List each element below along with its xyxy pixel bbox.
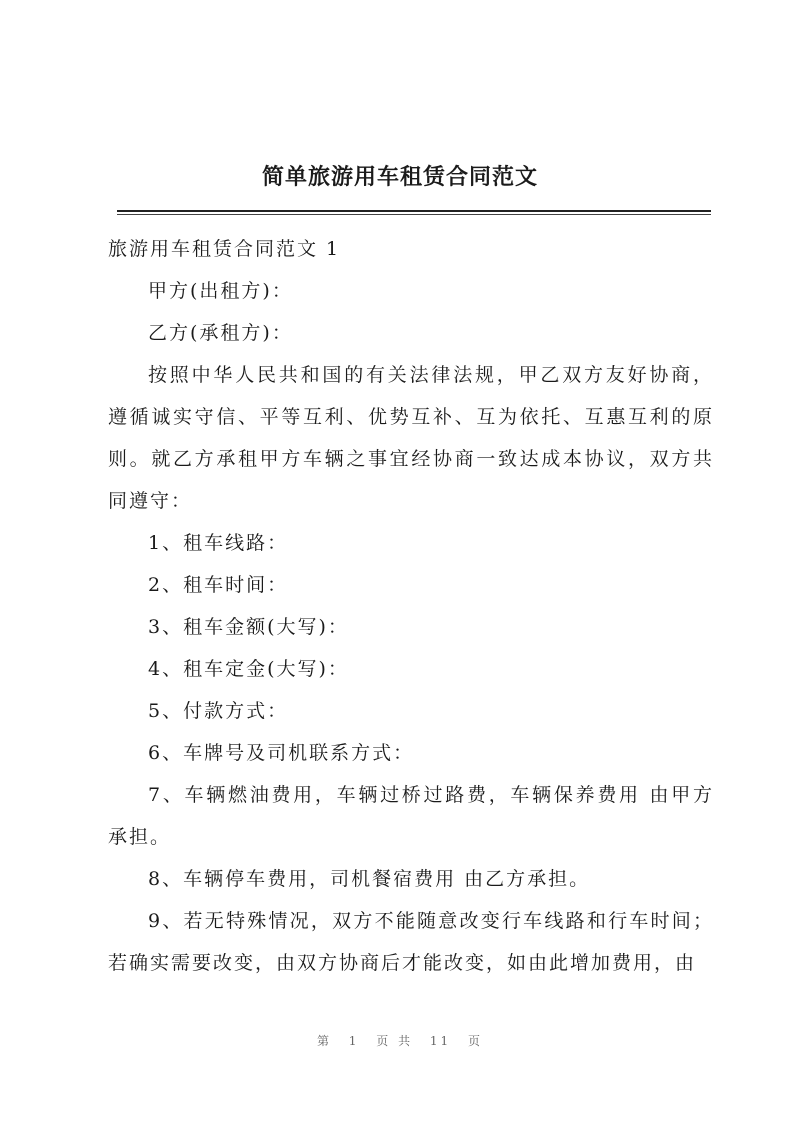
- party-b-line: 乙方(承租方)：: [148, 322, 293, 344]
- footer-middle: 页 共: [376, 1034, 414, 1048]
- preamble-paragraph: 按照中华人民共和国的有关法律法规，甲乙双方友好协商，遵循诚实守信、平等互利、优势互补、互为依托、互惠互利的原则。就乙方承租甲方车辆之事宜经协商一致达成本协议，双方共同遵守：: [108, 364, 714, 512]
- clause-1: 1、租车线路：: [148, 532, 289, 554]
- clause-3: 3、租车金额(大写)：: [148, 616, 349, 638]
- clause-7: 7、车辆燃油费用，车辆过桥过路费，车辆保养费用 由甲方承担。: [108, 784, 714, 848]
- party-a-line: 甲方(出租方)：: [148, 280, 293, 302]
- clause-4: 4、租车定金(大写)：: [148, 658, 349, 680]
- title-rule-thin: [117, 214, 711, 215]
- clause-8: 8、车辆停车费用，司机餐宿费用 由乙方承担。: [148, 868, 591, 890]
- title-rule-thick: [117, 210, 711, 212]
- clause-2: 2、租车时间：: [148, 574, 289, 596]
- page-footer: [0, 1032, 800, 1049]
- document-title: 简单旅游用车租赁合同范文: [261, 165, 538, 190]
- footer-prefix: 第: [316, 1034, 332, 1048]
- section-heading: 旅游用车租赁合同范文 1: [108, 238, 341, 260]
- footer-suffix: 页: [468, 1034, 484, 1048]
- clause-6: 6、车牌号及司机联系方式：: [148, 742, 415, 764]
- footer-total-pages: 11: [429, 1034, 452, 1048]
- clause-5: 5、付款方式：: [148, 700, 289, 722]
- document-body: [108, 228, 714, 984]
- footer-page-number: 1: [348, 1034, 360, 1048]
- clause-9: 9、若无特殊情况，双方不能随意改变行车线路和行车时间；若确实需要改变，由双方协商后才能改变，如由此增加费用，由: [108, 910, 714, 974]
